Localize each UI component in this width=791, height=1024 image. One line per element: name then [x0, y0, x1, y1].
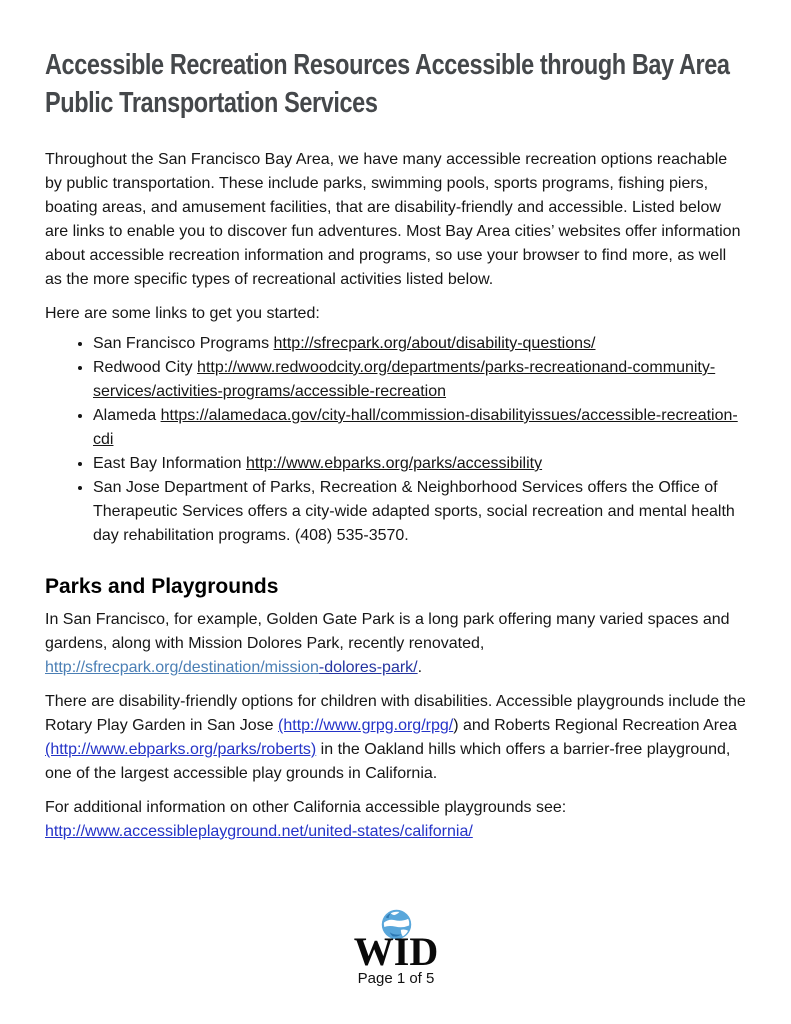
- list-item: [93, 476, 747, 548]
- page-number-label: Page 1 of 5: [357, 970, 435, 987]
- text-segment: East Bay Information: [93, 455, 246, 472]
- section-paragraph-3: [45, 796, 747, 844]
- section-heading: Parks and Playgrounds: [45, 575, 279, 598]
- list-item: [93, 332, 747, 356]
- text-segment: There are disability-friendly options for children with disabilities. Accessible playgrounds include the Rotary Play Garden in San Jose: [45, 693, 746, 734]
- hyperlink[interactable]: (http://www.grpg.org/rpg/: [278, 717, 454, 734]
- list-item: [93, 452, 747, 476]
- hyperlink[interactable]: (http://www.ebparks.org/parks/roberts): [45, 741, 317, 758]
- text-segment: .: [417, 659, 423, 676]
- hyperlink[interactable]: http://www.redwoodcity.org/departments/parks-recreationand-community-services/activities-programs/accessible-recreation: [93, 359, 716, 400]
- hyperlink[interactable]: http://sfrecpark.org/destination/mission: [45, 659, 319, 676]
- hyperlink[interactable]: http://www.ebparks.org/parks/accessibility: [245, 455, 543, 472]
- text-segment: Alameda: [93, 407, 161, 424]
- text-segment: San Francisco Programs: [93, 335, 274, 352]
- footer: [45, 909, 747, 988]
- text-segment: Throughout the San Francisco Bay Area, we have many accessible recreation options reachable by public transportation. These include parks, swimming pools, sports programs, fishing piers, boating areas, and amusement facilities, that are disability-friendly and accessible. Listed below are links to enable you to discover fun adventures. Most Bay Area cities’ websites offer information about accessible recreation information and programs, so use your browser to find more, as well as the more specific types of recreational activities listed below.: [45, 151, 741, 288]
- hyperlink[interactable]: http://sfrecpark.org/about/disability-questions/: [273, 335, 596, 352]
- text-segment: Redwood City: [93, 359, 198, 376]
- intro-paragraph: [45, 148, 747, 292]
- text-segment: For additional information on other California accessible playgrounds see:: [45, 799, 567, 816]
- text-segment: San Jose Department of Parks, Recreation & Neighborhood Services offers the Office of Therapeutic Services offers a city-wide adapted sports, social recreation and mental health day rehabilitation programs. (408) 535-3570.: [93, 479, 735, 544]
- links-list: [45, 332, 747, 548]
- text-segment: In San Francisco, for example, Golden Gate Park is a long park offering many varied spaces and gardens, along with Mission Dolores Park, recently renovated,: [45, 611, 730, 652]
- text-segment: Here are some links to get you started:: [45, 305, 320, 322]
- text-segment: in the Oakland hills which offers a barrier-free playground, one of the largest accessible play grounds in California.: [45, 741, 731, 782]
- text-segment: ) and Roberts Regional Recreation Area: [453, 717, 737, 734]
- page-title: Accessible Recreation Resources Accessible through Bay Area Public Transportation Services: [45, 49, 730, 119]
- list-item: [93, 404, 747, 452]
- wid-logo-text: WID: [353, 929, 439, 974]
- hyperlink[interactable]: http://www.accessibleplayground.net/united-states/california/: [45, 823, 473, 840]
- section-paragraph-2: [45, 690, 747, 786]
- hyperlink[interactable]: -dolores-park/: [318, 659, 418, 676]
- hyperlink[interactable]: https://alamedaca.gov/city-hall/commission-disabilityissues/accessible-recreation-cdi: [93, 407, 738, 448]
- list-item: [93, 356, 747, 404]
- links-intro-line: [45, 302, 747, 326]
- section-paragraph-1: [45, 608, 747, 680]
